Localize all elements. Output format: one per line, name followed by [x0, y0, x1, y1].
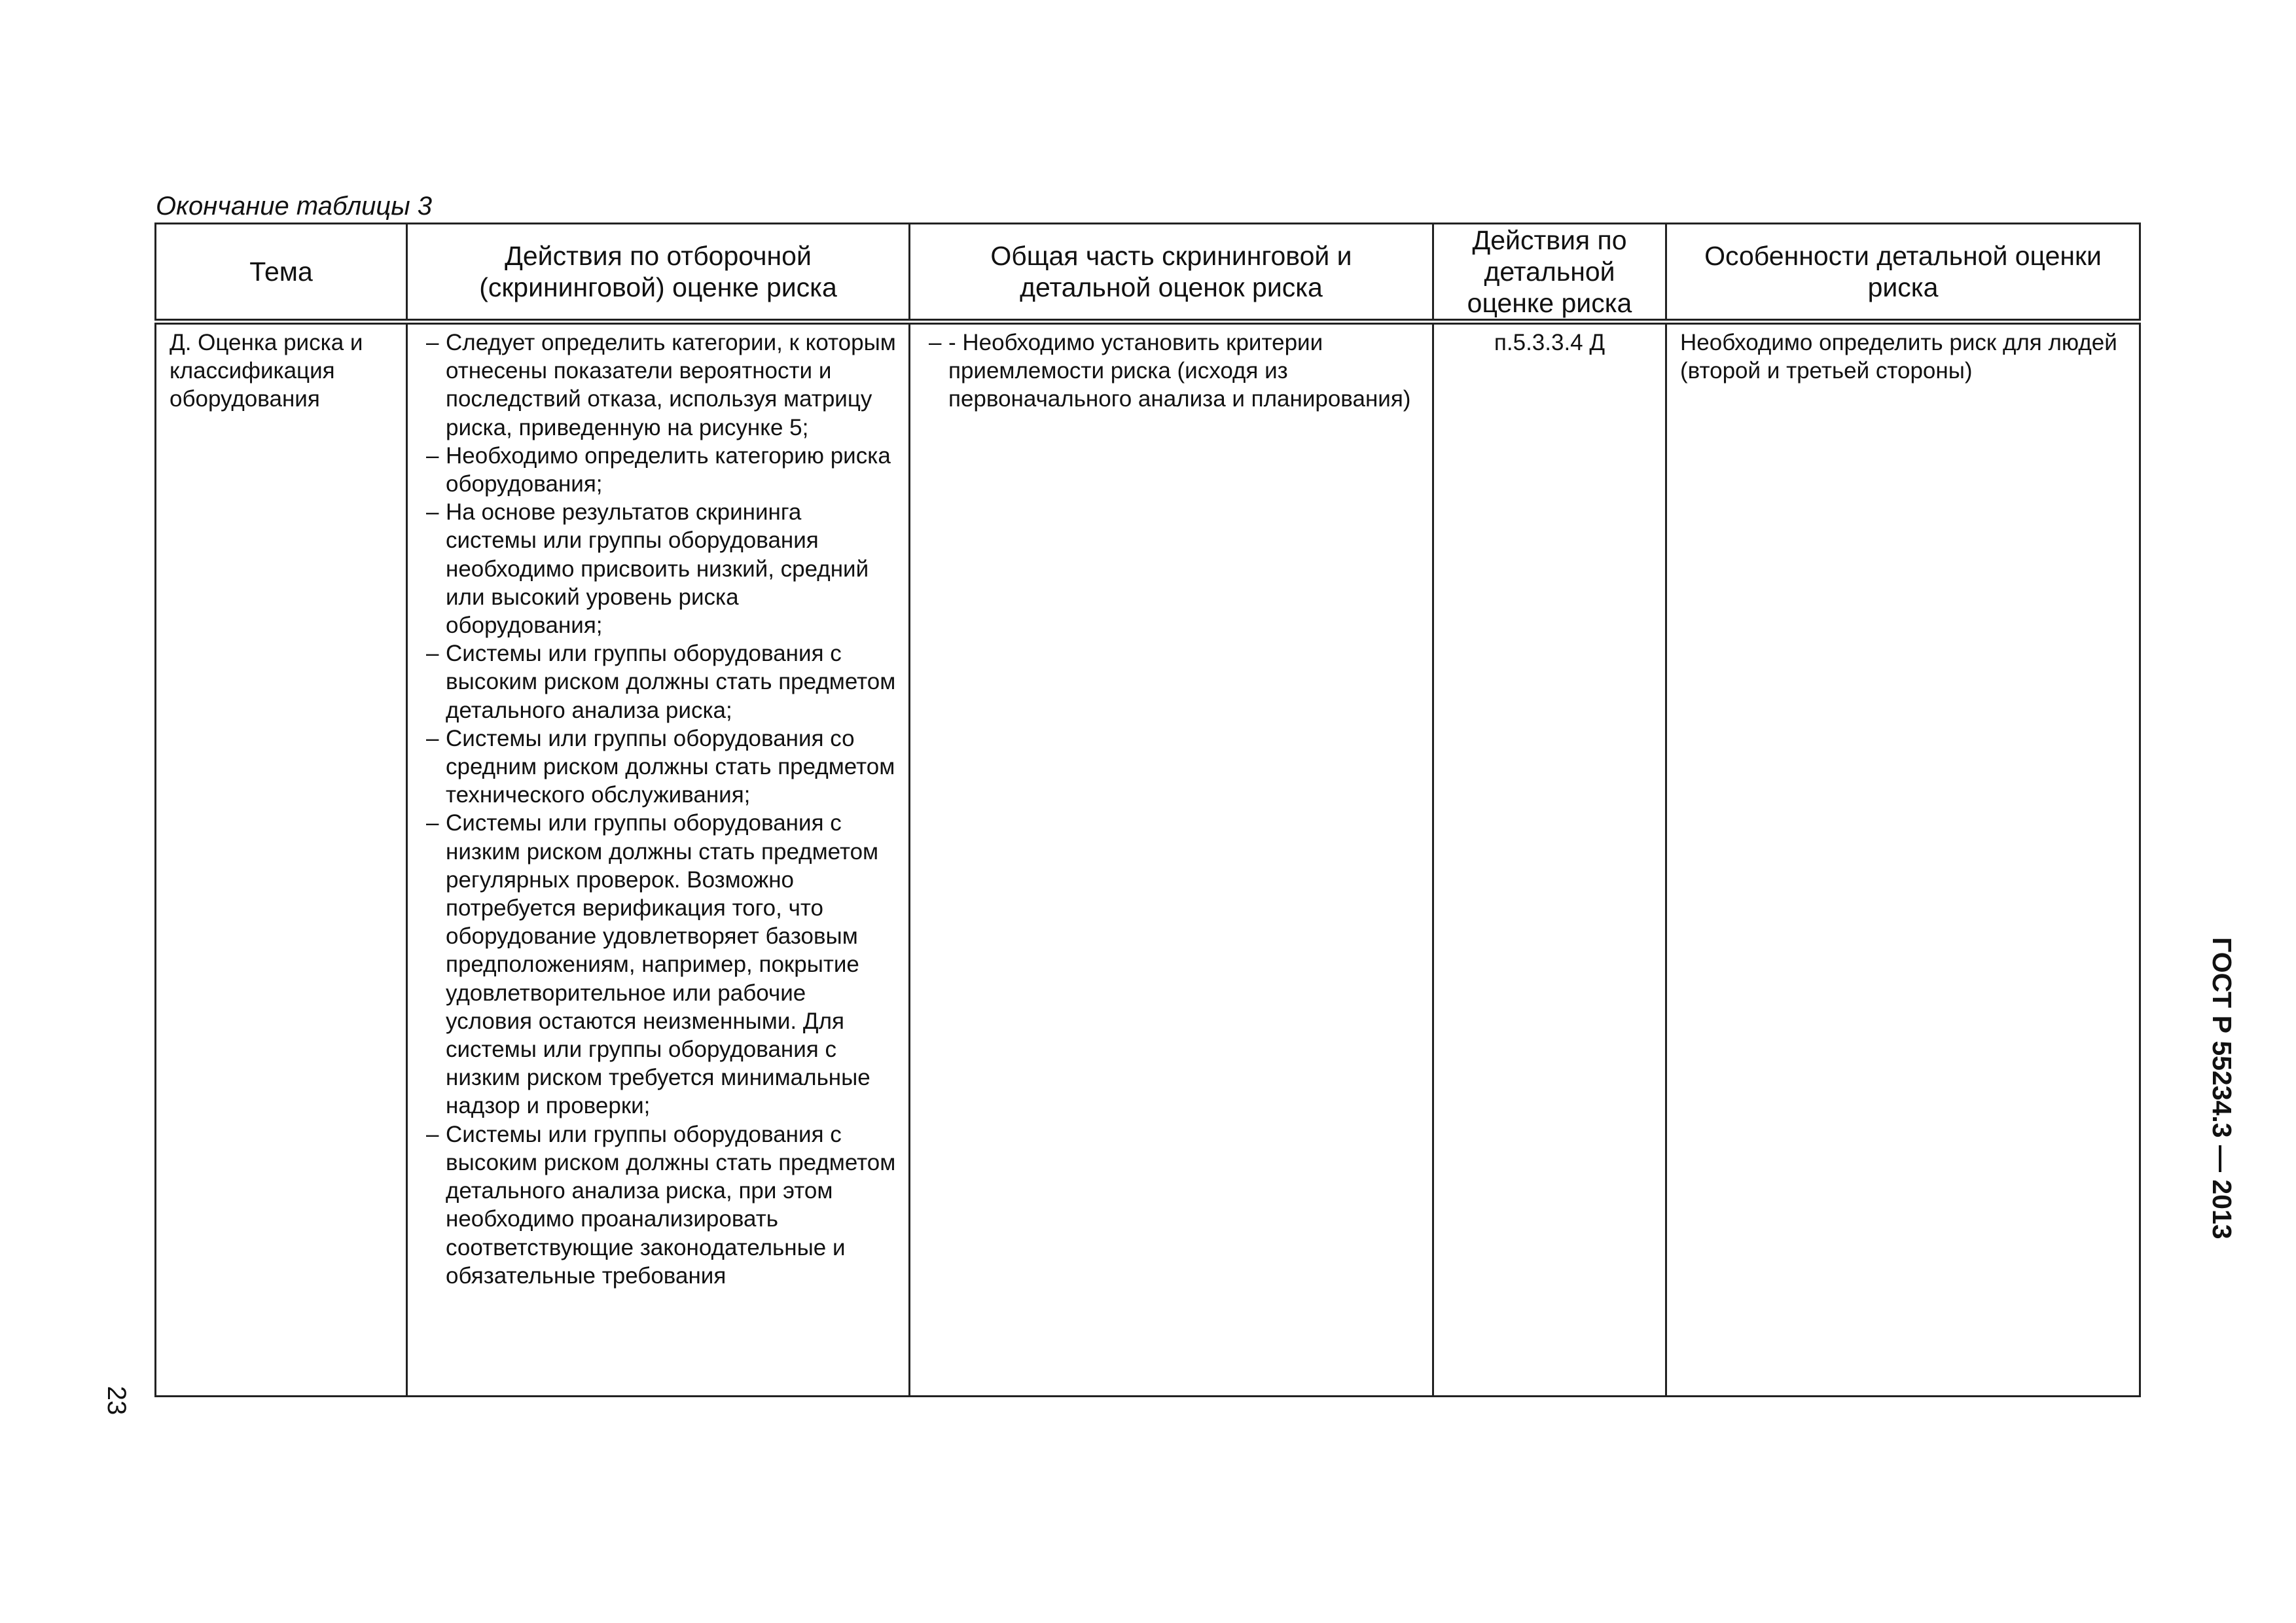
page-number: 23 [102, 1385, 131, 1416]
header-common-part: Общая часть скрининговой и детальной оценок риска [910, 224, 1433, 322]
cell-detailed-actions [1433, 322, 1666, 1397]
cell-common-part [910, 322, 1433, 1397]
list-item: – Системы или группы оборудования с высоким риском должны стать предметом детального анализа риска, при этом необходимо проанализировать соответствующие законодательные и обязательные требования [446, 1120, 897, 1290]
table-caption: Окончание таблицы 3 [156, 192, 433, 221]
table-row [156, 322, 2140, 1397]
list-item: – Системы или группы оборудования с низким риском должны стать предметом регулярных проверок. Возможно потребуется верификация того, что оборудование удовлетворяет базовым предположениям, например, покрытие удовлетворительное или рабочие условия остаются неизменными. Для системы или группы оборудования с низким риском требуется минимальные надзор и проверки; [446, 809, 897, 1120]
header-detailed-actions: Действия по детальной оценке риска [1433, 224, 1666, 322]
list-item: – - Необходимо установить критерии приемлемости риска (исходя из первоначального анализа и планирования) [948, 329, 1420, 414]
header-detailed-features: Особенности детальной оценки риска [1666, 224, 2140, 322]
standard-designation: ГОСТ Р 55234.3 — 2013 [2207, 937, 2237, 1240]
risk-assessment-table [154, 223, 2141, 1397]
list-item: – Следует определить категории, к которым отнесены показатели вероятности и последствий отказа, используя матрицу риска, приведенную на рисунке 5; [446, 329, 897, 442]
cell-screening-actions [407, 322, 910, 1397]
header-screening-actions: Действия по отборочной (скрининговой) оценке риска [407, 224, 910, 322]
detailed-features-text: Необходимо определить риск для людей (второй и третьей стороны) [1680, 330, 2117, 384]
common-list [910, 325, 1432, 414]
list-item: – Системы или группы оборудования с высоким риском должны стать предметом детального анализа риска; [446, 639, 897, 724]
header-topic: Тема [156, 224, 407, 322]
topic-text: Д. Оценка риска и классификация оборудования [170, 330, 363, 412]
screening-list [408, 325, 908, 1290]
clause-reference: п.5.3.3.4 Д [1494, 330, 1605, 355]
cell-detailed-features [1666, 322, 2140, 1397]
list-item: – Системы или группы оборудования со средним риском должны стать предметом технического обслуживания; [446, 724, 897, 810]
table-header-row [156, 224, 2140, 322]
cell-topic [156, 322, 407, 1397]
list-item: – На основе результатов скрининга системы или группы оборудования необходимо присвоить низкий, средний или высокий уровень риска оборудования; [446, 498, 897, 639]
list-item: – Необходимо определить категорию риска оборудования; [446, 442, 897, 498]
